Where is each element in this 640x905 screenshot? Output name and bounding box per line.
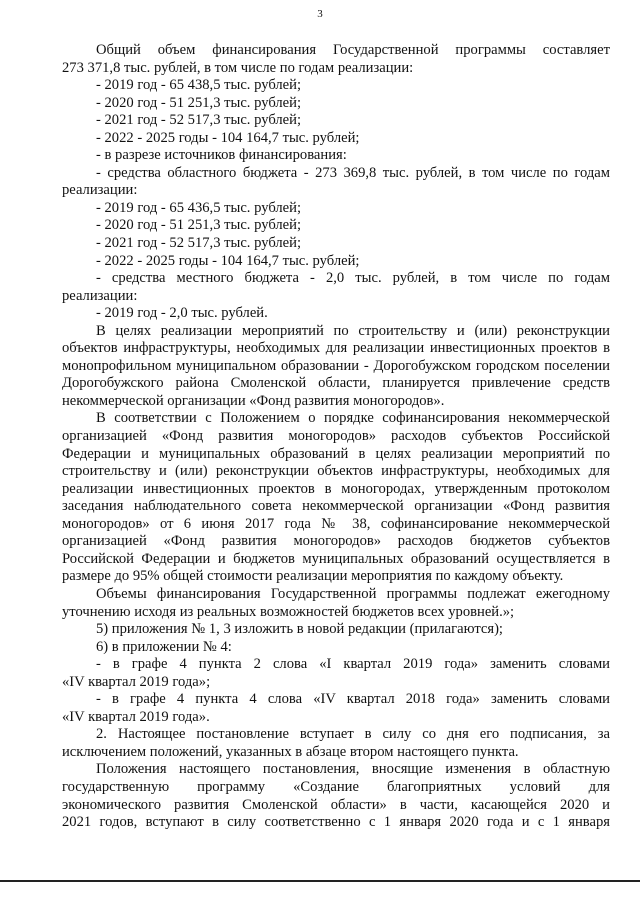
document-body — [62, 42, 610, 832]
document-line: - 2022 - 2025 годы - 104 164,7 тыс. рублей; — [96, 252, 360, 269]
document-line: некоммерческой организации «Фонд развития моногородов». — [62, 392, 445, 409]
document-line: - 2020 год - 51 251,3 тыс. рублей; — [96, 217, 302, 234]
document-line: 6) в приложении № 4: — [96, 638, 232, 655]
document-line: государственную программу «Создание благоприятных условий для — [62, 778, 610, 795]
document-line: В соответствии с Положением о порядке софинансирования некоммерческой — [96, 410, 610, 427]
document-line: объектов инфраструктуры, необходимых для реализации инвестиционных проектов в — [62, 340, 610, 357]
document-line: В целях реализации мероприятий по строительству и (или) реконструкции — [96, 322, 610, 339]
document-line: организацией «Фонд развития моногородов» расходов бюджетов субъектов — [62, 533, 610, 550]
document-line: Дорогобужского района Смоленской области, планируется привлечение средств — [62, 375, 610, 392]
document-line: реализации: — [62, 182, 138, 199]
document-line: организацией «Фонд развития моногородов» расходов субъектов Российской — [62, 428, 610, 445]
footer-rule — [0, 880, 640, 882]
page-number: 3 — [317, 8, 323, 20]
document-line: Российской Федерации и бюджетов муниципальных образований осуществляется в — [62, 550, 610, 567]
document-line: - средства местного бюджета - 2,0 тыс. рублей, в том числе по годам — [96, 270, 610, 287]
document-line: «IV квартал 2019 года». — [62, 708, 210, 725]
document-line: - 2020 год - 51 251,3 тыс. рублей; — [96, 94, 302, 111]
document-line: экономического развития Смоленской области» в части, касающейся 2020 и — [62, 796, 610, 813]
document-line: реализации инвестиционных проектов в моногородах, утвержденным протоколом — [62, 480, 610, 497]
document-line: - в разрезе источников финансирования: — [96, 147, 347, 164]
document-line: Объемы финансирования Государственной программы подлежат ежегодному — [96, 585, 610, 602]
document-line: уточнению исходя из реальных возможностей бюджетов всех уровней.»; — [62, 603, 515, 620]
document-line: монопрофильном муниципальном образовании - Дорогобужском городском поселении — [62, 357, 610, 374]
document-line: «IV квартал 2019 года»; — [62, 673, 211, 690]
document-line: - в графе 4 пункта 4 слова «IV квартал 2018 года» заменить словами — [96, 691, 610, 708]
document-line: - 2021 год - 52 517,3 тыс. рублей; — [96, 235, 302, 252]
document-line: заседания наблюдательного совета некоммерческой организации «Фонд развития — [62, 498, 610, 515]
document-line: - 2019 год - 65 438,5 тыс. рублей; — [96, 77, 302, 94]
document-line: - в графе 4 пункта 2 слова «I квартал 2019 года» заменить словами — [96, 656, 610, 673]
document-line: строительству и (или) реконструкции объектов инфраструктуры, необходимых для — [62, 463, 610, 480]
document-line: размере до 95% общей стоимости реализации мероприятия по каждому объекту. — [62, 568, 564, 585]
document-line: - 2021 год - 52 517,3 тыс. рублей; — [96, 112, 302, 129]
document-line: моногородов» от 6 июня 2017 года № 38, софинансирование некоммерческой — [62, 515, 610, 532]
document-line: - 2019 год - 65 436,5 тыс. рублей; — [96, 199, 302, 216]
document-line: 2021 годов, вступают в силу соответственно с 1 января 2020 года и с 1 января — [62, 814, 610, 831]
document-line: - 2019 год - 2,0 тыс. рублей. — [96, 305, 268, 322]
document-line: 273 371,8 тыс. рублей, в том числе по годам реализации: — [62, 59, 414, 76]
document-line: Общий объем финансирования Государственной программы составляет — [96, 42, 610, 58]
document-line: - 2022 - 2025 годы - 104 164,7 тыс. рублей; — [96, 129, 360, 146]
document-line: реализации: — [62, 287, 138, 304]
document-line: - средства областного бюджета - 273 369,8 тыс. рублей, в том числе по годам — [96, 164, 610, 181]
document-line: исключением положений, указанных в абзаце втором настоящего пункта. — [62, 743, 519, 760]
document-line: 5) приложения № 1, 3 изложить в новой редакции (прилагаются); — [96, 621, 503, 638]
document-line: 2. Настоящее постановление вступает в силу со дня его подписания, за — [96, 726, 610, 743]
document-line: Положения настоящего постановления, вносящие изменения в областную — [96, 761, 610, 778]
document-line: Федерации и муниципальных образований в целях реализации мероприятий по — [62, 445, 610, 462]
